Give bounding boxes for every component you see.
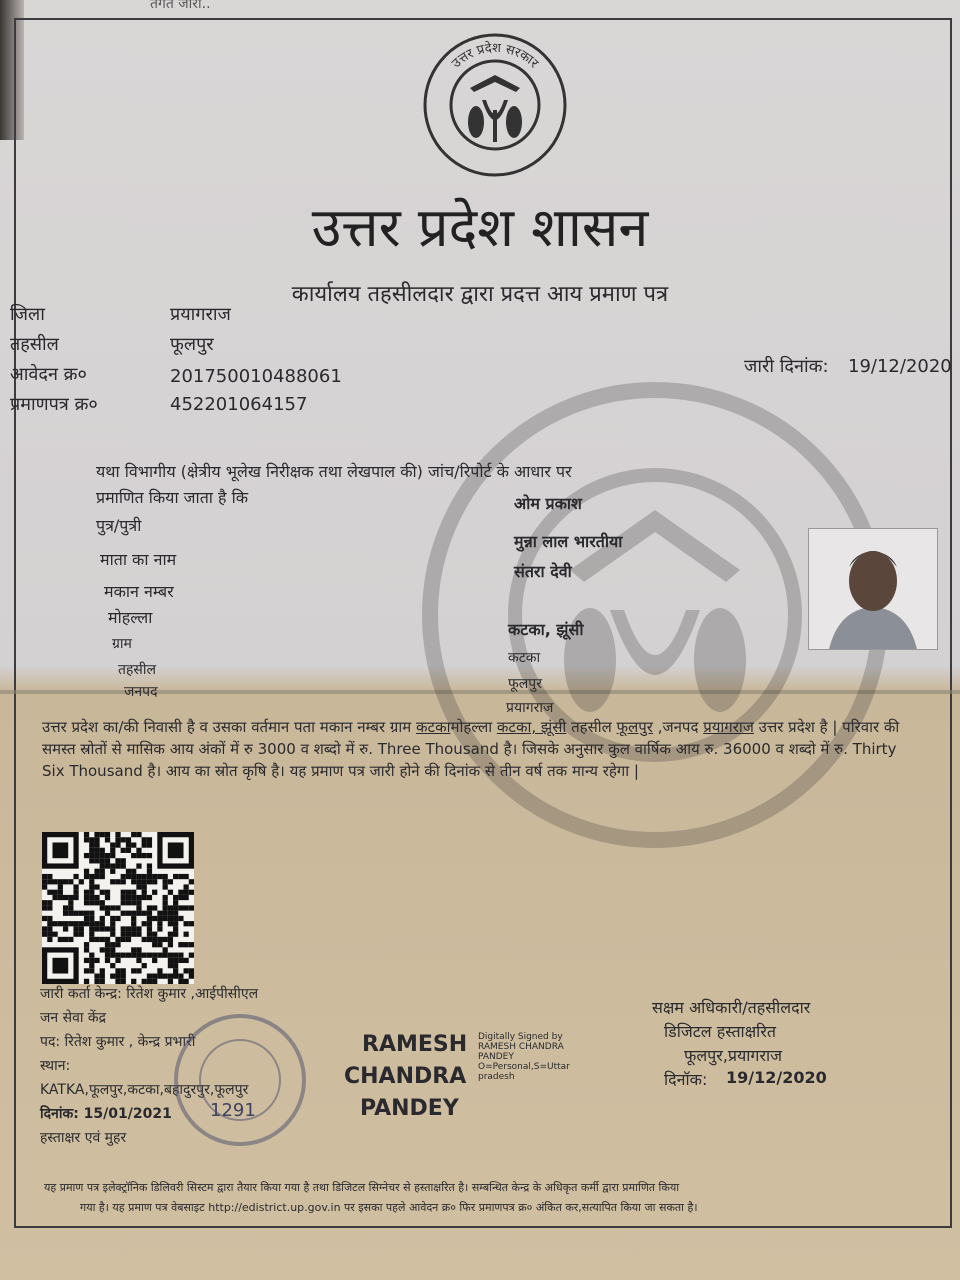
village-value: कटका, झूंसी [508,620,584,639]
footer-line-2: गया है। यह प्रमाण पत्र वेबसाइट http://edistrict.up.gov.in पर इसका पहले आवेदन क्र० फिर प्रमाणपत्र क्र० अंकित कर,सत्यापित किया जा सकता है। [80,1201,698,1214]
qr-code[interactable] [42,832,194,984]
mohalla-label: मोहल्ला [108,608,153,627]
house-label: मकान नम्बर [104,582,174,601]
tehsil-value-2: कटका [508,650,541,666]
district-label: जिला [10,304,45,325]
issuer-post: पद: रितेश कुमार , केन्द्र प्रभारी [40,1034,196,1050]
certificate-value: 452201064157 [170,394,308,415]
page-subtitle: कार्यालय तहसीलदार द्वारा प्रदत्त आय प्रमाण पत्र [291,282,669,307]
application-label: आवेदन क्र० [10,364,87,385]
issuer-sign-label: हस्ताक्षर एवं मुहर [40,1130,127,1146]
district-value: प्रयागराज [170,304,231,325]
son-daughter-label: पुत्र/पुत्री [96,516,142,535]
authority-title: सक्षम अधिकारी/तहसीलदार [652,998,811,1017]
father-name: मुन्ना लाल भारतीया [514,532,623,551]
footer-line-1: यह प्रमाण पत्र इलेक्ट्रॉनिक डिलिवरी सिस्टम द्वारा तैयार किया गया है तथा डिजिटल सिग्नेचर से हस्ताक्षरित है। सम्बन्धित केन्द्र के अधिकृत कर्मी द्वारा प्रमाणित किया [44,1181,680,1194]
round-stamp [170,1010,310,1150]
applicant-photo [808,528,938,650]
issuer-place-label: स्थान: [40,1058,71,1074]
stamp-number: 1291 [210,1100,256,1121]
signer-name-2: CHANDRA [344,1064,467,1089]
tehsil-label-2: तहसील [118,662,156,678]
issuer-date: दिनांक: 15/01/2021 [40,1106,172,1122]
janpad-label: जनपद [124,684,158,700]
emblem-text: उत्तर प्रदेश सरकार [449,40,541,72]
issuer-center-sub: जन सेवा केंद्र [40,1010,107,1026]
tehsil-label: तहसील [10,334,59,355]
issuer-center: जारी कर्ता केन्द्र: रितेश कुमार ,आईपीसीएल [40,986,259,1002]
issue-date-value: 19/12/2020 [848,356,952,377]
issue-date-label: जारी दिनांक: [744,356,829,377]
application-value: 201750010488061 [170,366,342,387]
person-name: ओम प्रकाश [514,494,582,513]
mother-name: संतरा देवी [514,562,572,581]
certificate-label: प्रमाणपत्र क्र० [10,394,98,415]
digital-signature-text: Digitally Signed by RAMESH CHANDRA PANDEY O=Personal,S=Uttar pradesh [478,1032,570,1082]
tehsil-value: फूलपुर [170,334,214,355]
mother-label: माता का नाम [100,550,177,569]
issuer-place: KATKA,फूलपुर,कटका,बहादुरपुर,फूलपुर [40,1082,249,1098]
authority-place: फूलपुर,प्रयागराज [684,1046,782,1065]
top-fragment-text: तगत जारा.. [150,0,211,12]
authority-date-value: 19/12/2020 [726,1068,827,1087]
up-emblem-icon [420,30,570,180]
certificate-body: उत्तर प्रदेश का/की निवासी है व उसका वर्तमान पता मकान नम्बर ग्राम कटकामोहल्ला कटका, झूंसी तहसील फूलपुर ,जनपद प्रयागराज उत्तर प्रदेश है | परिवार की समस्त स्रोतों से मासिक आय अंकों में रु 3000 व शब्दो में रु. Three Thousand है। जिसके अनुसार कुल वार्षिक आय रु. 36000 व शब्दो में रु. Thirty Six Thousand है। आय का स्रोत कृषि है। यह प्रमाण पत्र जारी होने की दिनांक से तीन वर्ष तक मान्य रहेगा | [42,718,900,780]
signer-name-1: RAMESH [362,1032,468,1057]
intro-line-2: प्रमाणित किया जाता है कि [96,488,249,507]
authority-date-label: दिनॉक: [664,1070,708,1089]
page-title: उत्तर प्रदेश शासन [311,196,649,259]
signer-name-3: PANDEY [360,1096,459,1121]
intro-line-1: यथा विभागीय (क्षेत्रीय भूलेख निरीक्षक तथा लेखपाल की) जांच/रिपोर्ट के आधार पर [96,462,572,481]
village-label: ग्राम [112,636,132,652]
district-value-2: प्रयागराज [506,700,554,716]
janpad-value: फूलपुर [508,676,542,692]
authority-digital: डिजिटल हस्ताक्षरित [664,1022,776,1041]
